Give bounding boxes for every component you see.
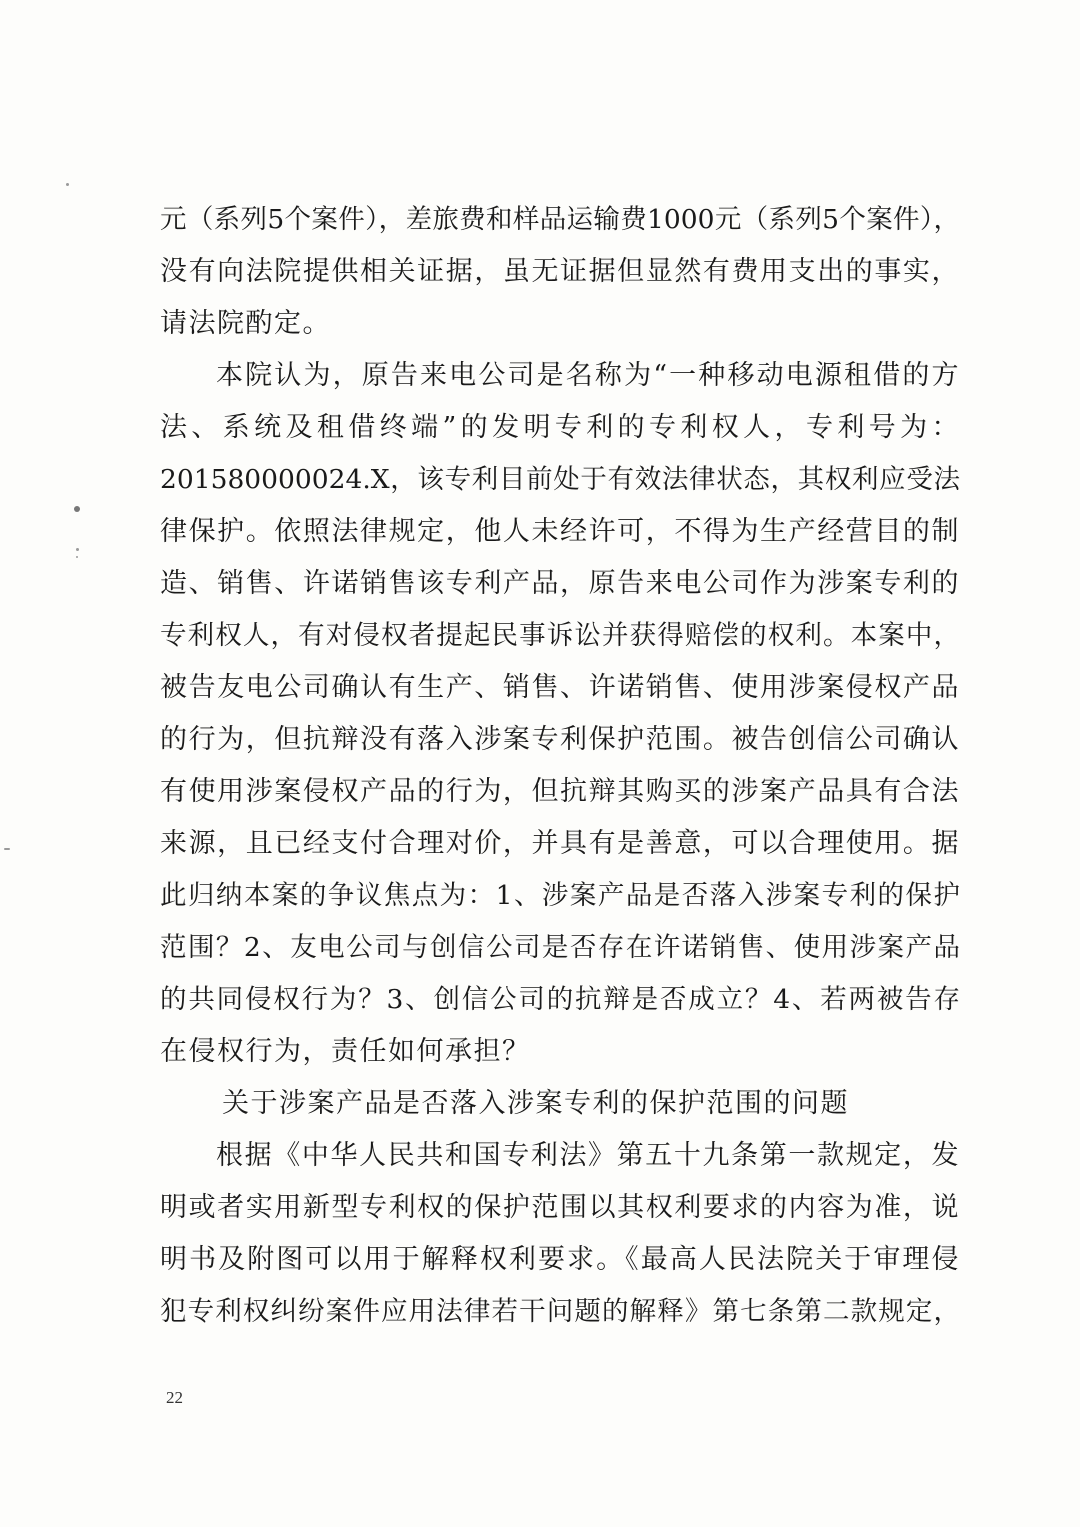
body-line: 律保护。依照法律规定，他人未经许可，不得为生产经营目的制 [160, 516, 960, 547]
body-line: 201580000024.X，该专利目前处于有效法律状态，其权利应受法 [160, 464, 960, 495]
body-line: 的行为，但抗辩没有落入涉案专利保护范围。被告创信公司确认 [160, 724, 960, 755]
section-heading: 关于涉案产品是否落入涉案专利的保护范围的问题 [222, 1088, 849, 1119]
body-line: 有使用涉案侵权产品的行为，但抗辩其购买的涉案产品具有合法 [160, 776, 960, 807]
body-line: 明书及附图可以用于解释权利要求。《最高人民法院关于审理侵 [160, 1244, 960, 1275]
page-number: 22 [166, 1388, 183, 1407]
body-line: 被告友电公司确认有生产、销售、许诺销售、使用涉案侵权产品 [160, 672, 960, 703]
body-line: 没有向法院提供相关证据，虽无证据但显然有费用支出的事实， [160, 256, 960, 287]
body-line: 明或者实用新型专利权的保护范围以其权利要求的内容为准，说 [160, 1192, 960, 1223]
body-line: 造、销售、许诺销售该专利产品，原告来电公司作为涉案专利的 [160, 568, 960, 599]
scan-speck [66, 183, 69, 186]
body-line: 法、系统及租借终端”的发明专利的专利权人，专利号为： [160, 412, 960, 443]
scan-speck [76, 556, 78, 558]
paragraph-first-line: 根据《中华人民共和国专利法》第五十九条第一款规定，发 [216, 1140, 960, 1171]
body-line: 专利权人，有对侵权者提起民事诉讼并获得赔偿的权利。本案中， [160, 620, 960, 651]
body-line: 的共同侵权行为？3、创信公司的抗辩是否成立？4、若两被告存 [160, 984, 960, 1015]
body-line: 在侵权行为，责任如何承担？ [160, 1036, 531, 1067]
body-line: 犯专利权纠纷案件应用法律若干问题的解释》第七条第二款规定， [160, 1296, 960, 1327]
scan-speck [74, 506, 80, 512]
body-line: 请法院酌定。 [160, 308, 331, 339]
paragraph-first-line: 本院认为，原告来电公司是名称为“一种移动电源租借的方 [216, 360, 960, 391]
scan-speck [76, 548, 79, 551]
scan-speck [4, 848, 10, 850]
body-line: 范围？2、友电公司与创信公司是否存在许诺销售、使用涉案产品 [160, 932, 960, 963]
body-line: 来源，且已经支付合理对价，并具有是善意，可以合理使用。据 [160, 828, 960, 859]
body-line: 此归纳本案的争议焦点为：1、涉案产品是否落入涉案专利的保护 [160, 880, 960, 911]
body-line: 元（系列5个案件），差旅费和样品运输费1000元（系列5个案件）， [160, 204, 960, 235]
